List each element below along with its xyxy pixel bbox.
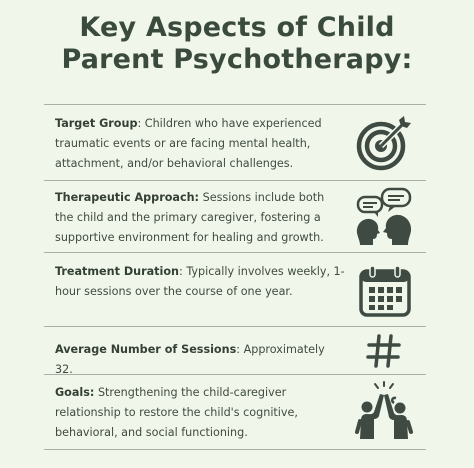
aspect-description: : Children who have experienced traumatic events or are facing mental health, attachment, and/or behavioral challenges. xyxy=(55,117,322,170)
calendar-icon xyxy=(358,264,412,318)
aspect-row-therapeutic-approach xyxy=(44,180,426,253)
conversation-icon xyxy=(354,187,414,247)
aspect-description: Sessions include both the child and the primary caregiver, fostering a supportive environment for healing and growth. xyxy=(55,191,325,244)
aspect-row-goals xyxy=(44,374,426,450)
target-icon xyxy=(356,115,412,171)
aspect-text xyxy=(55,114,345,174)
aspect-description: : Approximately 32. xyxy=(55,343,325,376)
aspect-text xyxy=(55,262,345,302)
aspect-row-target-group xyxy=(44,104,426,181)
aspect-label: Target Group xyxy=(55,117,138,130)
aspect-label: Goals: xyxy=(55,386,95,399)
aspect-row-average-sessions xyxy=(44,326,426,375)
aspect-description: : Typically involves weekly, 1-hour sessions over the course of one year. xyxy=(55,265,345,298)
aspect-text xyxy=(55,383,345,443)
high-five-icon xyxy=(354,381,414,441)
aspect-label: Average Number of Sessions xyxy=(55,343,237,356)
page-title xyxy=(0,12,474,76)
title-line-1: Key Aspects of Child xyxy=(79,12,395,43)
aspect-label: Treatment Duration xyxy=(55,265,180,278)
title-line-2: Parent Psychotherapy: xyxy=(61,44,413,75)
hashtag-icon xyxy=(366,333,402,369)
aspect-row-treatment-duration xyxy=(44,252,426,327)
aspect-label: Therapeutic Approach: xyxy=(55,191,200,204)
aspect-text xyxy=(55,188,345,248)
aspect-description: Strengthening the child-caregiver relationship to restore the child's cognitive, behavioral, and social functioning. xyxy=(55,386,298,439)
